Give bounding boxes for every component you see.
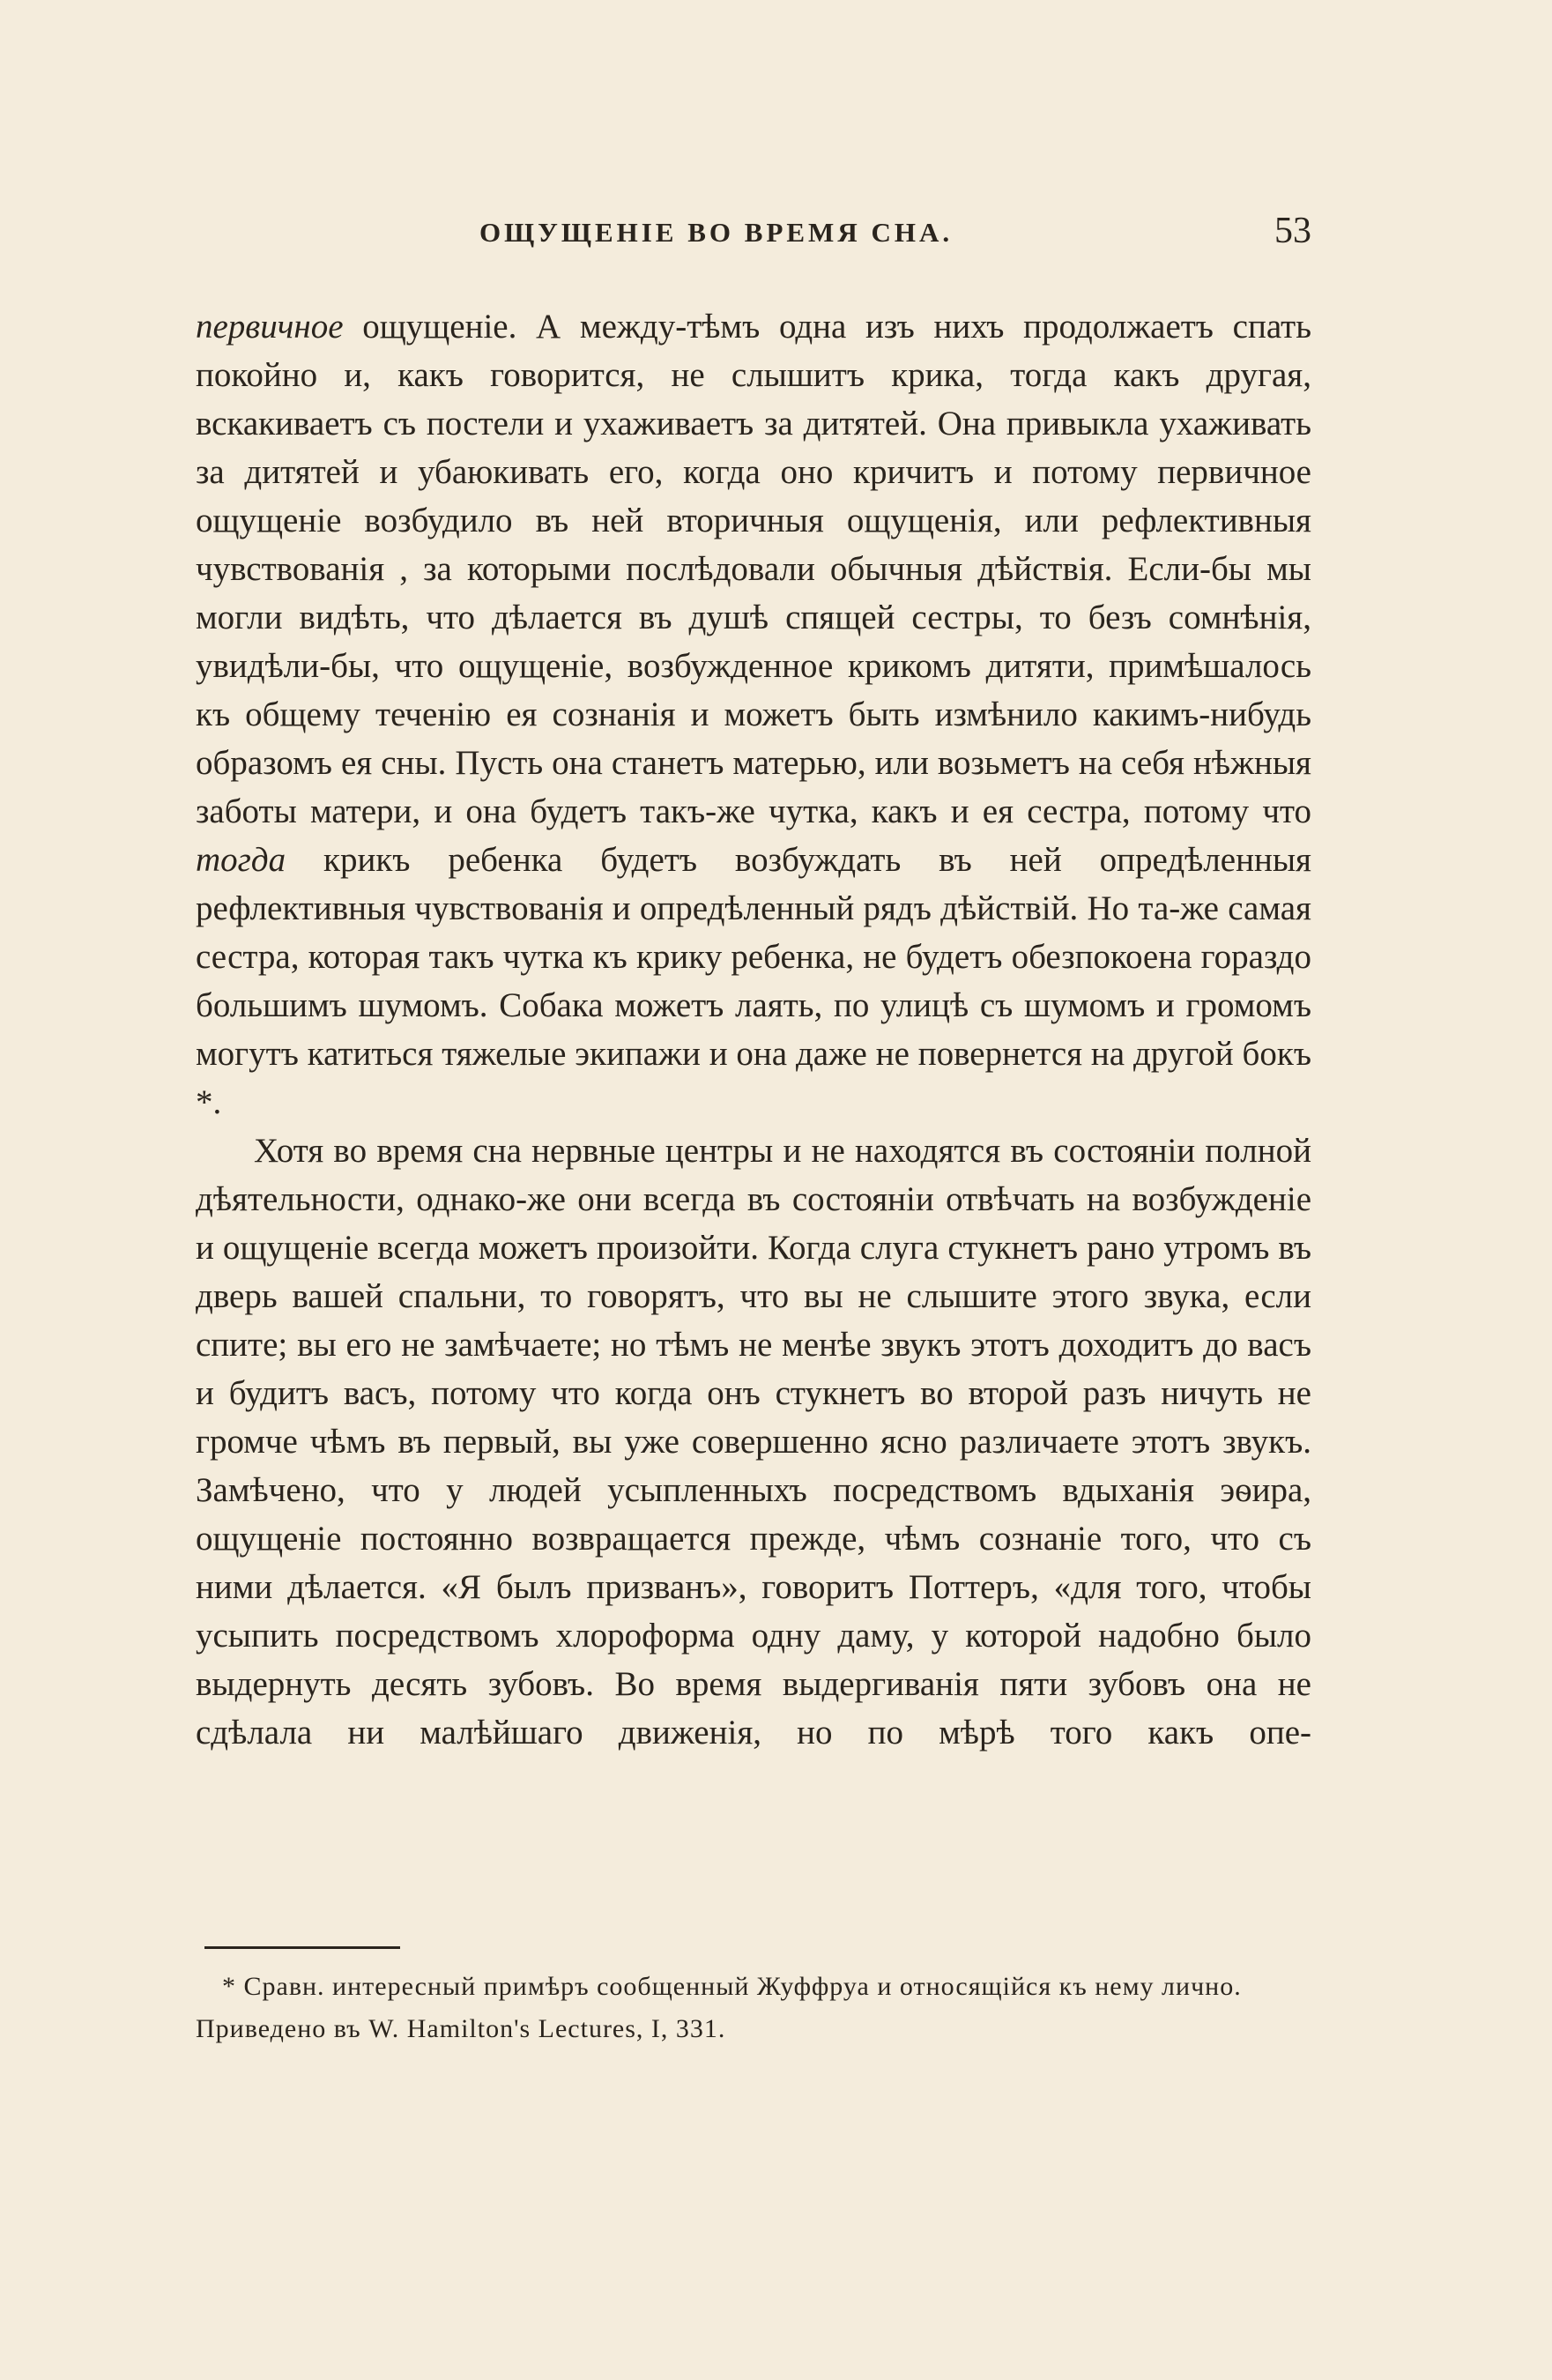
running-head: ОЩУЩЕНІЕ ВО ВРЕМЯ СНА. <box>479 217 954 248</box>
paragraph-1 <box>196 302 1311 1127</box>
paragraph-1-part-1: ощущеніе. А между-тѣмъ одна изъ нихъ продолжаетъ спать покойно и, какъ говорится, не слышитъ крика, тогда какъ другая, вскакиваетъ съ постели и ухаживаетъ за дитятей. Она привыкла ухаживать за дитятей и убаюкивать его, когда оно кричитъ и потому первичное ощущеніе возбудило въ ней вторичныя ощущенія, или рефлективныя чувствованія , за которыми послѣдовали обычныя дѣйствія. Если-бы мы могли видѣть, что дѣлается въ душѣ спящей сестры, то безъ сомнѣнія, увидѣли-бы, что ощущеніе, возбужденное крикомъ дитяти, примѣшалось къ общему теченію ея сознанія и можетъ быть измѣнило какимъ-нибудь образомъ ея сны. Пусть она станетъ матерью, или возьметъ на себя нѣжныя заботы матери, и она будетъ такъ-же чутка, какъ и ея сестра, потому что <box>196 308 1311 830</box>
body-text <box>196 302 1311 1757</box>
page-header <box>196 210 1311 259</box>
footnote-line-1: * Сравн. интересный примѣръ сообщенный Жуффруа и относящійся къ нему лично. <box>222 1972 1242 2001</box>
paragraph-2: Хотя во время сна нервные центры и не находятся въ состояніи полной дѣятельности, однако-же они всегда въ состояніи отвѣчать на возбужденіе и ощущеніе всегда можетъ произойти. Когда слуга стукнетъ рано утромъ въ дверь вашей спальни, то говорятъ, что вы не слышите этого звука, если спите; вы его не замѣчаете; но тѣмъ не менѣе звукъ этотъ доходитъ до васъ и будитъ васъ, потому что когда онъ стукнетъ во второй разъ ничуть не громче чѣмъ въ первый, вы уже совершенно ясно различаете этотъ звукъ. Замѣчено, что у людей усыпленныхъ посредствомъ вдыханія эѳира, ощущеніе постоянно возвращается прежде, чѣмъ сознаніе того, что съ ними дѣлается. «Я былъ призванъ», говоритъ Поттеръ, «для того, чтобы усыпить посредствомъ хлороформа одну даму, у которой надобно было выдернуть десять зубовъ. Во время выдергиванія пяти зубовъ она не сдѣлала ни малѣйшаго движенія, но по мѣрѣ того какъ опе- <box>196 1132 1311 1752</box>
footnote-rule <box>204 1946 400 1949</box>
footnote <box>196 1966 1311 2050</box>
italic-word-pervichnoe: первичное <box>196 308 344 346</box>
paragraph-1-part-2: крикъ ребенка будетъ возбуждать въ ней опредѣленныя рефлективныя чувствованія и опредѣленный рядъ дѣйствій. Но та-же самая сестра, которая такъ чутка къ крику ребенка, не будетъ обезпокоена гораздо большимъ шумомъ. Собака можетъ лаять, по улицѣ съ шумомъ и громомъ могутъ катиться тяжелые экипажи и она даже не повернется на другой бокъ *. <box>196 841 1311 1121</box>
italic-word-togda: тогда <box>196 841 286 879</box>
footnote-line-2: Приведено въ W. Hamilton's Lectures, I, 331. <box>196 2014 726 2043</box>
page-number: 53 <box>1274 211 1311 251</box>
